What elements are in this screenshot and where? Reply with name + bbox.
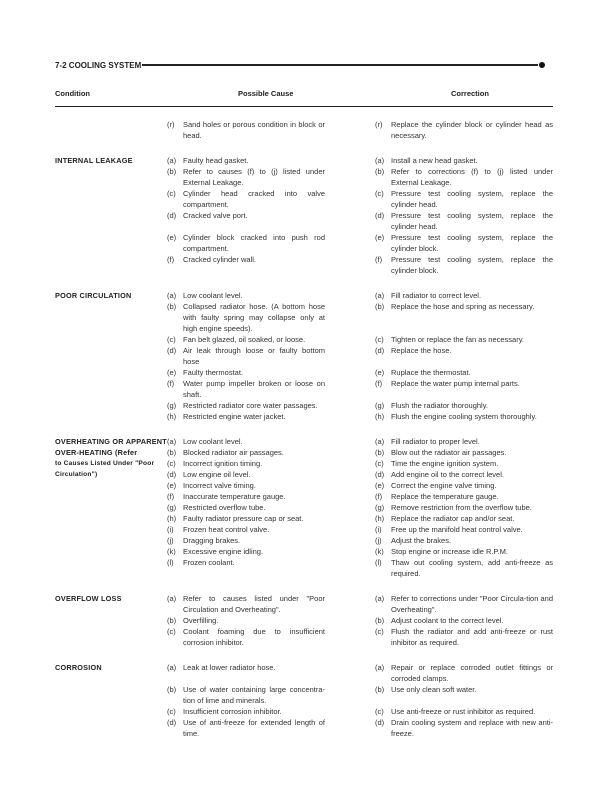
column-header-cause: Possible Cause: [238, 89, 294, 98]
item-label: (k): [375, 547, 384, 556]
cause-text: Faulty radiator pressure cap or seat.: [183, 514, 304, 523]
item-label: (b): [167, 302, 177, 311]
correction-item: [375, 513, 553, 524]
cause-text: Cracked cylinder wall.: [183, 255, 256, 264]
item-label: (d): [375, 211, 385, 220]
condition-label: [55, 593, 167, 648]
correction-text: Flush the engine cooling system thoroughly.: [391, 412, 537, 421]
cause-item: [167, 706, 340, 717]
item-label: (c): [375, 459, 384, 468]
cause-text: Restricted radiator core water passages.: [183, 401, 318, 410]
item-label: (j): [375, 536, 382, 545]
item-label: (g): [167, 503, 177, 512]
correction-item: [375, 615, 553, 626]
correction-text: Fill radiator to correct level.: [391, 291, 482, 300]
correction-item: [375, 232, 553, 254]
correction-item: [375, 254, 553, 276]
cause-text: Refer to causes (f) to (j) listed under External Leakage.: [183, 167, 325, 187]
cause-text: Cylinder block cracked into push rod compartment.: [183, 233, 325, 253]
condition-label: [55, 662, 167, 739]
correction-item: [375, 626, 553, 648]
item-label: (a): [167, 663, 177, 672]
condition-title: OVERFLOW LOSS: [55, 594, 122, 603]
item-label: (r): [167, 120, 175, 129]
cause-text: Sand holes or porous condition in block or head.: [183, 120, 325, 140]
correction-text: Refer to corrections under "Poor Circula-tion and Overheating".: [391, 594, 553, 614]
cause-text: Restricted overflow tube.: [183, 503, 266, 512]
cause-item: [167, 290, 340, 301]
item-label: (e): [375, 368, 385, 377]
item-label: (h): [375, 412, 385, 421]
item-label: (h): [167, 514, 177, 523]
correction-item: [375, 502, 553, 513]
item-label: (a): [375, 594, 385, 603]
page-header: [55, 59, 545, 71]
condition-title: POOR CIRCULATION: [55, 291, 132, 300]
item-label: (f): [375, 255, 383, 264]
cause-text: Cracked valve port.: [183, 211, 248, 220]
cause-item: [167, 662, 340, 684]
column-header-correction: Correction: [451, 89, 489, 98]
cause-text: Refer to causes listed under "Poor Circulation and Overheating".: [183, 594, 325, 614]
item-label: (g): [167, 401, 177, 410]
condition-note: to Causes Listed Under "Poor Circulation"): [55, 460, 155, 478]
cause-text: Insufficient corrosion inhibitor.: [183, 707, 282, 716]
cause-item: [167, 458, 340, 469]
item-label: (b): [375, 616, 385, 625]
header-divider: [55, 106, 553, 107]
cause-text: Faulty head gasket.: [183, 156, 249, 165]
condition-label: [55, 155, 167, 276]
item-label: (b): [375, 448, 385, 457]
correction-text: Pressure test cooling system, replace the cylinder head.: [391, 189, 553, 209]
item-label: (f): [167, 379, 175, 388]
cause-item: [167, 615, 340, 626]
correction-item: [375, 557, 553, 579]
cause-item: [167, 524, 340, 535]
condition-title: INTERNAL LEAKAGE: [55, 156, 133, 165]
correction-text: Replace the hose and spring as necessary.: [391, 302, 535, 311]
cause-item: [167, 119, 340, 141]
condition-label: [55, 436, 167, 579]
item-label: (i): [375, 525, 382, 534]
item-label: (c): [167, 627, 176, 636]
correction-item: [375, 535, 553, 546]
correction-text: Pressure test cooling system, replace the cylinder block.: [391, 255, 553, 275]
item-label: (k): [167, 547, 176, 556]
cause-text: Blocked radiator air passages.: [183, 448, 284, 457]
item-label: (a): [375, 156, 385, 165]
item-label: (h): [167, 412, 177, 421]
item-label: (b): [167, 448, 177, 457]
item-label: (c): [375, 189, 384, 198]
cause-text: Low coolant level.: [183, 291, 243, 300]
condition-label: [55, 119, 167, 141]
cause-item: [167, 502, 340, 513]
correction-item: [375, 367, 553, 378]
cause-item: [167, 684, 340, 706]
correction-text: Use anti-freeze or rust inhibitor as required.: [391, 707, 536, 716]
item-label: (g): [375, 401, 385, 410]
item-label: (a): [167, 156, 177, 165]
condition-section: [55, 290, 553, 422]
troubleshooting-table: [55, 119, 553, 753]
cause-item: [167, 411, 340, 422]
item-label: (f): [167, 492, 175, 501]
condition-section: [55, 155, 553, 276]
correction-item: [375, 706, 553, 717]
item-label: (b): [167, 616, 177, 625]
correction-item: [375, 345, 553, 367]
cause-item: [167, 210, 340, 232]
correction-text: Blow out the radiator air passages.: [391, 448, 507, 457]
item-label: (d): [167, 718, 177, 727]
item-label: (l): [167, 558, 174, 567]
correction-item: [375, 411, 553, 422]
cause-item: [167, 301, 340, 334]
correction-item: [375, 593, 553, 615]
cause-item: [167, 593, 340, 615]
correction-item: [375, 684, 553, 706]
item-label: (e): [375, 481, 385, 490]
item-label: (d): [375, 470, 385, 479]
cause-item: [167, 166, 340, 188]
item-label: (a): [167, 437, 177, 446]
cause-text: Frozen heat control valve.: [183, 525, 270, 534]
item-label: (r): [375, 120, 383, 129]
correction-text: Pressure test cooling system, replace the cylinder block.: [391, 233, 553, 253]
cause-text: Frozen coolant.: [183, 558, 235, 567]
item-label: (f): [375, 379, 383, 388]
cause-text: Incorrect valve timing.: [183, 481, 256, 490]
bullet-icon: [539, 62, 545, 68]
item-label: (d): [167, 346, 177, 355]
correction-item: [375, 717, 553, 739]
correction-text: Use only clean soft water.: [391, 685, 477, 694]
correction-item: [375, 400, 553, 411]
cause-item: [167, 513, 340, 524]
cause-item: [167, 254, 340, 276]
correction-item: [375, 480, 553, 491]
cause-text: Fan belt glazed, oil soaked, or loose.: [183, 335, 306, 344]
item-label: (a): [375, 437, 385, 446]
cause-text: Cylinder head cracked into valve compartment.: [183, 189, 325, 209]
item-label: (b): [167, 685, 177, 694]
header-rule: [142, 64, 538, 65]
cause-item: [167, 334, 340, 345]
correction-item: [375, 301, 553, 334]
cause-text: Incorrect ignition timing.: [183, 459, 263, 468]
item-label: (c): [375, 335, 384, 344]
correction-text: Adjust the brakes.: [391, 536, 452, 545]
cause-text: Restricted engine water jacket.: [183, 412, 286, 421]
item-label: (e): [167, 481, 177, 490]
correction-text: Repair or replace corroded outlet fittings or corroded clamps.: [391, 663, 553, 683]
item-label: (h): [375, 514, 385, 523]
item-label: (c): [167, 335, 176, 344]
item-label: (d): [375, 346, 385, 355]
item-label: (f): [375, 492, 383, 501]
item-label: (f): [167, 255, 175, 264]
correction-item: [375, 458, 553, 469]
item-label: (c): [375, 627, 384, 636]
cause-item: [167, 367, 340, 378]
correction-text: Replace the hose.: [391, 346, 452, 355]
correction-text: Replace the temperature gauge.: [391, 492, 499, 501]
cause-item: [167, 717, 340, 739]
correction-text: Adjust coolant to the correct level.: [391, 616, 504, 625]
correction-item: [375, 662, 553, 684]
item-label: (b): [375, 685, 385, 694]
item-label: (l): [375, 558, 382, 567]
correction-item: [375, 378, 553, 400]
cause-text: Low engine oil level.: [183, 470, 251, 479]
item-label: (e): [167, 233, 177, 242]
cause-item: [167, 447, 340, 458]
condition-section: [55, 593, 553, 648]
condition-title: CORROSION: [55, 663, 102, 672]
item-label: (b): [375, 167, 385, 176]
cause-item: [167, 436, 340, 447]
section-title: 7-2 COOLING SYSTEM: [55, 60, 142, 70]
correction-text: Tighten or replace the fan as necessary.: [391, 335, 524, 344]
correction-item: [375, 436, 553, 447]
condition-section: [55, 662, 553, 739]
cause-text: Use of anti-freeze for extended length of time.: [183, 718, 325, 738]
cause-text: Air leak through loose or faulty bottom hose: [183, 346, 325, 366]
correction-text: Replace the radiator cap and/or seat.: [391, 514, 515, 523]
item-label: (d): [167, 211, 177, 220]
correction-item: [375, 210, 553, 232]
cause-text: Use of water containing large concentra-tion of lime and minerals.: [183, 685, 325, 705]
cause-text: Water pump impeller broken or loose on shaft.: [183, 379, 325, 399]
correction-item: [375, 188, 553, 210]
item-label: (c): [167, 707, 176, 716]
correction-item: [375, 469, 553, 480]
item-label: (a): [375, 663, 385, 672]
correction-text: Add engine oil to the correct level.: [391, 470, 504, 479]
cause-item: [167, 188, 340, 210]
column-header-condition: Condition: [55, 89, 90, 98]
correction-item: [375, 166, 553, 188]
item-label: (a): [167, 594, 177, 603]
item-label: (e): [375, 233, 385, 242]
item-label: (c): [375, 707, 384, 716]
correction-text: Time the engine ignition system.: [391, 459, 499, 468]
cause-text: Low coolant level.: [183, 437, 243, 446]
condition-section: [55, 119, 553, 141]
cause-text: Dragging brakes.: [183, 536, 241, 545]
cause-text: Coolant foaming due to insufficient corrosion inhibitor.: [183, 627, 325, 647]
correction-text: Replace the water pump internal parts.: [391, 379, 520, 388]
cause-text: Collapsed radiator hose. (A bottom hose with faulty spring may collapse only at high engine speeds).: [183, 302, 325, 333]
correction-text: Thaw out cooling system, add anti-freeze as required.: [391, 558, 553, 578]
cause-item: [167, 400, 340, 411]
cause-text: Excessive engine idling.: [183, 547, 264, 556]
cause-item: [167, 535, 340, 546]
cause-text: Inaccurate temperature gauge.: [183, 492, 286, 501]
correction-text: Ruplace the thermostat.: [391, 368, 471, 377]
cause-item: [167, 378, 340, 400]
item-label: (g): [375, 503, 385, 512]
correction-item: [375, 524, 553, 535]
correction-item: [375, 491, 553, 502]
correction-item: [375, 447, 553, 458]
cause-item: [167, 546, 340, 557]
correction-text: Drain cooling system and replace with new anti-freeze.: [391, 718, 553, 738]
item-label: (d): [375, 718, 385, 727]
correction-item: [375, 546, 553, 557]
condition-title: OVERHEATING OR APPARENT OVER-HEATING (Refer: [55, 437, 167, 457]
item-label: (a): [375, 291, 385, 300]
item-label: (j): [167, 536, 174, 545]
item-label: (a): [167, 291, 177, 300]
cause-item: [167, 469, 340, 480]
correction-item: [375, 119, 553, 141]
item-label: (d): [167, 470, 177, 479]
item-label: (c): [167, 189, 176, 198]
correction-text: Remove restriction from the overflow tube.: [391, 503, 532, 512]
correction-text: Replace the cylinder block or cylinder head as necessary.: [391, 120, 553, 140]
item-label: (c): [167, 459, 176, 468]
cause-text: Leak at lower radiator hose.: [183, 663, 276, 672]
cause-item: [167, 155, 340, 166]
cause-item: [167, 480, 340, 491]
correction-text: Correct the engine valve timing.: [391, 481, 497, 490]
condition-label: [55, 290, 167, 422]
correction-text: Install a new head gasket.: [391, 156, 478, 165]
correction-text: Free up the manifold heat control valve.: [391, 525, 523, 534]
correction-text: Stop engine or increase idle R.P.M.: [391, 547, 509, 556]
correction-item: [375, 155, 553, 166]
cause-item: [167, 491, 340, 502]
correction-text: Pressure test cooling system, replace the cylinder head.: [391, 211, 553, 231]
correction-text: Flush the radiator thoroughly.: [391, 401, 488, 410]
correction-item: [375, 290, 553, 301]
correction-text: Refer to corrections (f) to (j) listed under External Leakage.: [391, 167, 553, 187]
item-label: (e): [167, 368, 177, 377]
cause-text: Faulty thermostat.: [183, 368, 244, 377]
condition-section: [55, 436, 553, 579]
cause-item: [167, 626, 340, 648]
correction-text: Fill radiator to proper level.: [391, 437, 480, 446]
cause-item: [167, 345, 340, 367]
cause-text: Overfilling.: [183, 616, 219, 625]
correction-item: [375, 334, 553, 345]
item-label: (b): [375, 302, 385, 311]
item-label: (i): [167, 525, 174, 534]
correction-text: Flush the radiator and add anti-freeze or rust inhibitor as required.: [391, 627, 553, 647]
cause-item: [167, 557, 340, 579]
cause-item: [167, 232, 340, 254]
item-label: (b): [167, 167, 177, 176]
